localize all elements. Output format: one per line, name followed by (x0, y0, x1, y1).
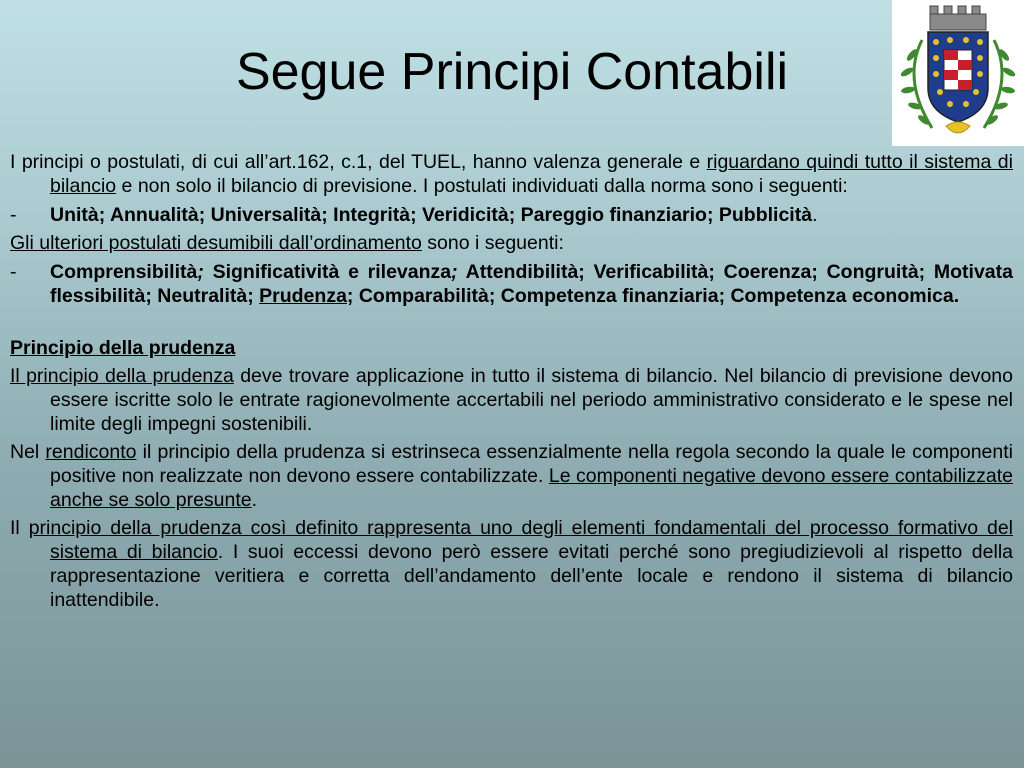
intro-paragraph: I principi o postulati, di cui all’art.162, c.1, del TUEL, hanno valenza generale e riguardano quindi tutto il sistema di bilancio e non solo il bilancio di previsione. I postulati individuati dalla norma sono i seguenti: (10, 151, 1013, 197)
prudenza-paragraph: Il principio della prudenza deve trovare applicazione in tutto il sistema di bilancio. Nel bilancio di previsione devono essere iscritte solo le entrate ragionevolmente accertabili nel periodo amministrativo considerato e le spese nel limite degli impegni sostenibili. (10, 365, 1013, 435)
slide-content (10, 150, 1013, 612)
municipal-coat-of-arms-icon (892, 0, 1024, 146)
bullet-dash: - (10, 204, 17, 226)
definizione-paragraph: Il principio della prudenza così definito rappresenta uno degli elementi fondamentali del processo formativo del sistema di bilancio. I suoi eccessi devono però essere evitati perché sono pregiudizievoli al rispetto della rappresentazione veritiera e corretta dell’andamento dell’ente locale e rendono il sistema di bilancio inattendibile. (10, 517, 1014, 611)
slide-title: Segue Principi Contabili (235, 43, 789, 101)
crest-logo (892, 0, 1024, 146)
ulteriori-paragraph: Gli ulteriori postulati desumibili dall’ordinamento sono i seguenti: (10, 232, 564, 254)
bullet-dash: - (10, 261, 17, 283)
postulati-list-item: - Unità; Annualità; Universalità; Integrità; Veridicità; Pareggio finanziario; Pubblicità. (10, 204, 818, 226)
ulteriori-list-item: - Comprensibilità; Significatività e rilevanza; Attendibilità; Verificabilità; Coerenza; Congruità; Motivata flessibilità; Neutralità; Prudenza; Comparabilità; Competenza finanziaria; Competenza economica. (10, 261, 1013, 307)
section-heading: Principio della prudenza (10, 337, 236, 359)
rendiconto-paragraph: Nel rendiconto il principio della prudenza si estrinseca essenzialmente nella regola secondo la quale le componenti positive non realizzate non devono essere contabilizzate. Le componenti negative devono essere contabilizzate anche se solo presunte. (10, 441, 1013, 511)
